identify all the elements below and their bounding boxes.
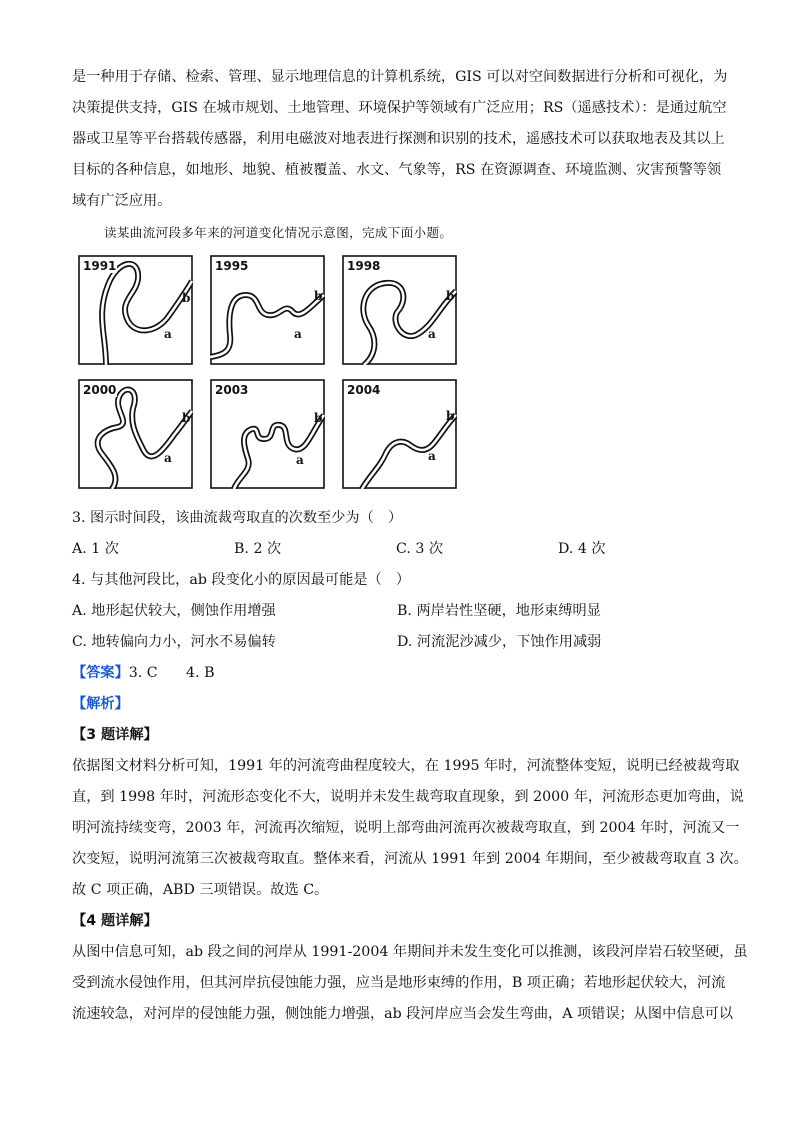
question-3-options — [72, 534, 722, 565]
point-a-label: a — [428, 449, 436, 463]
text-line: 流速较急，对河岸的侵蚀能力强，侧蚀能力增强，ab 段河岸应当会发生弯曲，A 项错误；从图中信息可以 — [72, 1006, 734, 1022]
answer-text: 3. C 4. B — [128, 665, 215, 681]
river-map-1991 — [78, 255, 193, 365]
text-line: 故 C 项正确，ABD 三项错误。故选 C。 — [72, 882, 329, 898]
point-a-label: a — [164, 327, 172, 341]
year-label: 2004 — [347, 383, 381, 397]
point-b-label: b — [446, 409, 455, 423]
answer-line — [72, 658, 722, 689]
text-line: 次变短，说明河流第三次被裁弯取直。整体来看，河流从 1991 年到 2004 年期间，至少被裁弯取直 3 次。 — [72, 851, 748, 867]
text-line: 目标的各种信息，如地形、地貌、植被覆盖、水文、气象等，RS 在资源调查、环境监测、灾害预警等领 — [72, 162, 722, 178]
year-label: 1991 — [83, 259, 117, 273]
year-label: 1998 — [347, 259, 381, 273]
text-line: 器或卫星等平台搭载传感器，利用电磁波对地表进行探测和识别的技术，遥感技术可以获取地表及其以上 — [72, 131, 725, 147]
point-a-label: a — [428, 327, 436, 341]
text-line: 是一种用于存储、检索、管理、显示地理信息的计算机系统，GIS 可以对空间数据进行分析和可视化，为 — [72, 69, 728, 85]
point-b-label: b — [314, 289, 323, 303]
question-intro: 读某曲流河段多年来的河道变化情况示意图，完成下面小题。 — [104, 225, 453, 240]
year-label: 2003 — [215, 383, 249, 397]
question-4-options-row1 — [72, 596, 722, 627]
text-line: 直，到 1998 年时，河流形态变化不大，说明并未发生裁弯取直现象，到 2000 年，河流形态更加弯曲，说 — [72, 789, 744, 805]
river-map-2003 — [210, 379, 325, 489]
year-label: 2000 — [83, 383, 117, 397]
river-map-1995 — [210, 255, 325, 365]
text-line: 决策提供支持，GIS 在城市规划、土地管理、环境保护等领域有广泛应用；RS（遥感技术）：是通过航空 — [72, 100, 727, 116]
option-c[interactable]: C. 地转偏向力小，河水不易偏转 — [72, 634, 276, 650]
detail-3-text — [72, 751, 748, 906]
year-label: 1995 — [215, 259, 249, 273]
option-d[interactable]: D. 4 次 — [558, 541, 606, 557]
document-page — [72, 62, 748, 1030]
detail-3-heading: 【3 题详解】 — [72, 727, 158, 743]
question-3-stem: 3. 图示时间段，该曲流裁弯取直的次数至少为（ ） — [72, 510, 403, 526]
text-line: 明河流持续变弯，2003 年，河流再次缩短，说明上部弯曲河流再次被裁弯取直，到 2004 年时，河流又一 — [72, 820, 740, 836]
river-map-1998 — [342, 255, 457, 365]
option-a[interactable]: A. 地形起伏较大，侧蚀作用增强 — [72, 603, 276, 619]
river-map-2000 — [78, 379, 193, 489]
answer-label: 【答案】 — [72, 665, 129, 681]
question-4-stem: 4. 与其他河段比，ab 段变化小的原因最可能是（ ） — [72, 572, 411, 588]
option-d[interactable]: D. 河流泥沙减少，下蚀作用减弱 — [397, 634, 602, 650]
text-line: 受到流水侵蚀作用，但其河岸抗侵蚀能力强，应当是地形束缚的作用，B 项正确；若地形起伏较大，河流 — [72, 975, 726, 991]
continued-paragraph — [72, 62, 728, 217]
point-b-label: b — [182, 291, 191, 305]
river-change-figure — [78, 255, 468, 495]
text-line: 从图中信息可知，ab 段之间的河岸从 1991-2004 年期间并未发生变化可以推测，该段河岸岩石较坚硬，虽 — [72, 944, 748, 960]
analysis-label: 【解析】 — [72, 696, 129, 712]
point-b-label: b — [314, 411, 323, 425]
option-b[interactable]: B. 两岸岩性坚硬，地形束缚明显 — [397, 603, 601, 619]
point-b-label: b — [446, 289, 455, 303]
point-a-label: a — [296, 453, 304, 467]
option-a[interactable]: A. 1 次 — [72, 541, 119, 557]
question-4-options-row2 — [72, 627, 722, 658]
text-line: 依据图文材料分析可知，1991 年的河流弯曲程度较大，在 1995 年时，河流整体变短，说明已经被裁弯取 — [72, 758, 740, 774]
point-a-label: a — [164, 451, 172, 465]
option-c[interactable]: C. 3 次 — [396, 541, 444, 557]
detail-4-text — [72, 937, 748, 1030]
point-a-label: a — [294, 327, 302, 341]
text-line: 域有广泛应用。 — [72, 193, 172, 209]
detail-4-heading: 【4 题详解】 — [72, 913, 158, 929]
option-b[interactable]: B. 2 次 — [234, 541, 282, 557]
river-map-2004 — [342, 379, 457, 489]
point-b-label: b — [182, 411, 191, 425]
